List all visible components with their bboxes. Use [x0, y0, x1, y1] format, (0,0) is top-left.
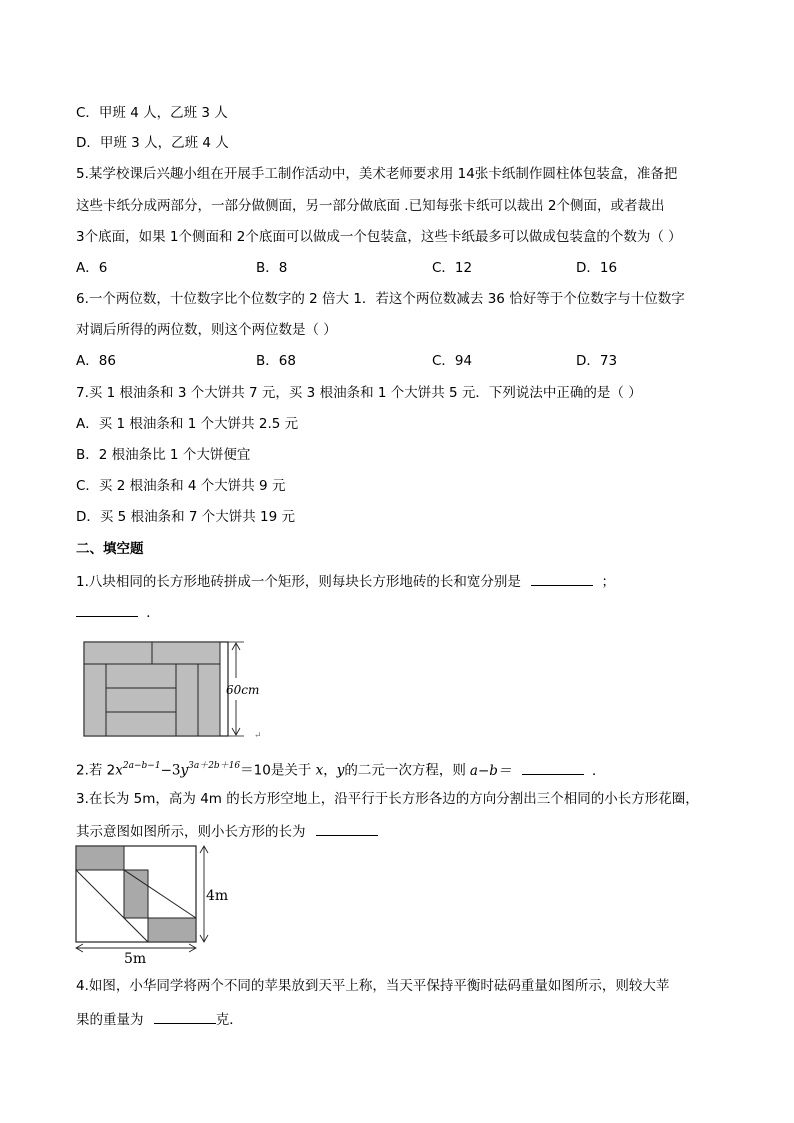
- q5-text-line1: 5.某学校课后兴趣小组在开展手工制作活动中，美术老师要求用 14张卡纸制作圆柱体包装盒，准备把: [76, 166, 678, 182]
- f4-answer-blank[interactable]: [154, 1008, 216, 1024]
- f3-plot-1: [76, 846, 124, 870]
- f1-tile-top-right: [152, 642, 220, 664]
- q4-option-c: C．甲班 4 人，乙班 3 人: [76, 105, 228, 121]
- f2-exp-y: 3a＋2b＋16: [188, 761, 241, 771]
- section-heading-fill-in: 二、填空题: [76, 541, 144, 557]
- q7-option-d: D．买 5 根油条和 7 个大饼共 19 元: [76, 509, 295, 525]
- f2-var-x: x: [315, 762, 324, 779]
- f3-width-label: 5m: [124, 951, 147, 966]
- q5-text-line3: 3个底面，如果 1个侧面和 2个底面可以做成一个包装盒，这些卡纸最多可以做成包装盒的个数为（ ）: [76, 229, 682, 245]
- f1-return-mark: ↵: [254, 731, 262, 741]
- f3-question-text: 其示意图如图所示，则小长方形的长为: [76, 824, 306, 840]
- f1-separator: ；: [601, 574, 615, 590]
- f4-text-part-a: 果的重量为: [76, 1012, 144, 1028]
- f2-expr: a−b＝: [469, 762, 512, 779]
- f2-mid: −3: [160, 762, 181, 779]
- q5-option-b: B．8: [256, 260, 288, 276]
- f2-prefix: 2.若 2: [76, 762, 116, 779]
- q7-option-c: C．买 2 根油条和 4 个大饼共 9 元: [76, 478, 286, 494]
- f1-tile-middle-3: [106, 712, 176, 736]
- f3-answer-blank[interactable]: [316, 820, 378, 836]
- q6-option-a: A．86: [76, 353, 116, 369]
- q7-option-b: B．2 根油条比 1 个大饼便宜: [76, 447, 251, 463]
- f3-plot-3: [148, 918, 196, 942]
- f1-tile-right-vertical-2: [198, 664, 220, 736]
- f1-tile-figure: [80, 638, 270, 742]
- f2-answer-blank[interactable]: [522, 759, 584, 775]
- f1-tile-left-vertical: [84, 664, 106, 736]
- f2-eq: ＝10是关于: [240, 762, 312, 779]
- f3-height-label: 4m: [206, 888, 229, 904]
- f2-end-mark: ．: [592, 762, 606, 779]
- f3-garden-figure: [72, 842, 242, 966]
- f1-tile-right-vertical-1: [176, 664, 198, 736]
- f3-plot-2: [124, 870, 148, 918]
- f3-text-line1: 3.在长为 5m，高为 4m 的长方形空地上，沿平行于长方形各边的方向分割出三个相同的小长方形花圈，: [76, 791, 699, 807]
- f4-text-part-b: 克．: [215, 1012, 243, 1028]
- q6-text-line1: 6.一个两位数，十位数字比个位数字的 2 倍大 1．若这个两位数减去 36 恰好等于个位数字与十位数字: [76, 291, 685, 307]
- f2-var-y: y: [336, 762, 345, 779]
- f2-var-x-base: x: [115, 762, 123, 779]
- q5-option-d: D．16: [576, 260, 618, 276]
- q5-option-a: A．6: [76, 260, 108, 276]
- q7-text-line1: 7.买 1 根油条和 3 个大饼共 7 元，买 3 根油条和 1 个大饼共 5 元．下列说法中正确的是（ ）: [76, 385, 642, 401]
- q4-option-d: D．甲班 3 人，乙班 4 人: [76, 135, 229, 151]
- f1-text-line1: [76, 570, 615, 592]
- f2-text-line: [76, 757, 606, 781]
- f2-tail: 的二元一次方程，则: [344, 762, 466, 779]
- q6-option-b: B．68: [256, 353, 296, 369]
- q6-text-line2: 对调后所得的两位数，则这个两位数是（ ）: [76, 322, 337, 338]
- f1-answer-blank-2[interactable]: [76, 601, 138, 617]
- f1-answer-blank-1[interactable]: [531, 570, 593, 586]
- f1-end-mark: ．: [146, 605, 160, 621]
- q6-option-d: D．73: [576, 353, 618, 369]
- f2-exp-x: 2a−b−1: [122, 761, 161, 771]
- f1-question-text: 1.八块相同的长方形地砖拼成一个矩形，则每块长方形地砖的长和宽分别是: [76, 574, 521, 590]
- q5-text-line2: 这些卡纸分成两部分，一部分做侧面，另一部分做底面 .已知每张卡纸可以裁出 2个侧面，或者裁出: [76, 198, 665, 214]
- q5-option-c: C．12: [432, 260, 473, 276]
- f2-comma: ，: [323, 762, 337, 779]
- q6-option-c: C．94: [432, 353, 473, 369]
- f1-tile-top-left: [84, 642, 152, 664]
- f2-var-y-base: y: [180, 762, 189, 779]
- f4-text-line2: [76, 1008, 243, 1030]
- f1-dim-label: 60cm: [226, 683, 260, 697]
- q7-option-a: A．买 1 根油条和 1 个大饼共 2.5 元: [76, 416, 299, 432]
- f1-text-line2: [76, 601, 160, 623]
- f1-tile-middle-2: [106, 688, 176, 712]
- f1-tile-middle-1: [106, 664, 176, 688]
- f3-text-line2: [76, 820, 378, 842]
- f4-text-line1: 4.如图，小华同学将两个不同的苹果放到天平上称，当天平保持平衡时砝码重量如图所示，则较大苹: [76, 978, 670, 994]
